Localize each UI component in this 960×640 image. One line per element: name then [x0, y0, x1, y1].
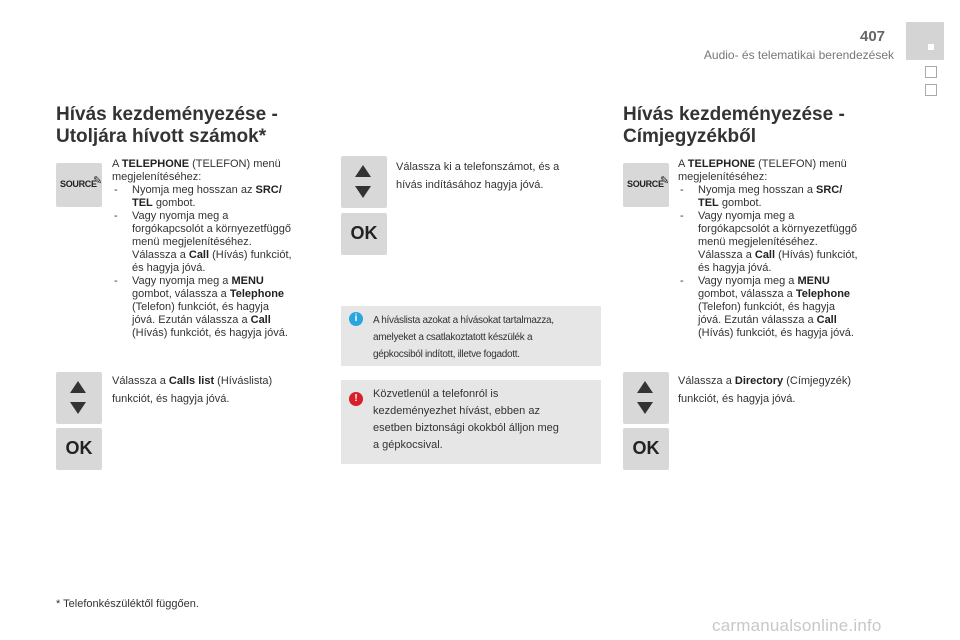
chapter-tab [906, 22, 944, 60]
directory-line1: Válassza a Directory (Címjegyzék) [678, 375, 852, 387]
left-instructions [112, 158, 332, 340]
left-heading [56, 104, 278, 148]
left-step-2-line4: Válassza a Call (Hívás) funkciót, [132, 249, 292, 261]
arrow-up-icon [637, 381, 653, 393]
left-step-2-line3: menü megjelenítéséhez. [132, 236, 252, 248]
right-step-1-cont: TEL gombot. [698, 197, 762, 209]
left-calls-list-instruction [112, 372, 332, 408]
left-step-2: - Vagy nyomja meg a [114, 210, 229, 222]
source-label: SOURCE [60, 179, 97, 189]
calls-list-line2: funkciót, és hagyja jóvá. [112, 393, 230, 405]
warning-text [373, 386, 559, 454]
select-line1: Válassza ki a telefonszámot, és a [396, 161, 560, 173]
pen-icon: ✎ [660, 175, 670, 187]
left-step-1: - Nyomja meg hosszan az SRC/ [114, 184, 282, 196]
warning-note [341, 380, 601, 464]
chapter-tab-marker [928, 44, 934, 50]
arrow-up-icon [355, 165, 371, 177]
warning-line2: kezdeményezhet hívást, ebben az [373, 405, 540, 417]
right-step-3-line3: (Telefon) funkciót, és hagyja [698, 301, 835, 313]
right-step-2-line3: menü megjelenítéséhez. [698, 236, 818, 248]
right-instructions [678, 158, 898, 340]
left-intro-line2: megjelenítéséhez: [112, 171, 202, 183]
info-line1: A híváslista azokat a hívásokat tartalmazza, [373, 315, 554, 326]
left-heading-line2: Utoljára hívott számok* [56, 126, 267, 147]
ok-label: OK [632, 438, 660, 458]
left-step-2-line2: forgókapcsolót a környezetfüggő [132, 223, 291, 235]
right-source-button-icon [623, 163, 669, 207]
info-icon: i [349, 312, 363, 326]
middle-ok-button-icon [341, 213, 387, 255]
select-line2: hívás indításához hagyja jóvá. [396, 179, 544, 191]
right-intro-line2: megjelenítéséhez: [678, 171, 768, 183]
source-button-icon [56, 163, 102, 207]
info-line2: amelyeket a csatlakoztatott készülék a [373, 332, 533, 343]
ok-label: OK [350, 223, 378, 243]
left-step-3-line2: gombot, válassza a Telephone [132, 288, 285, 300]
chapter-box-1 [925, 66, 937, 78]
arrow-down-icon [355, 186, 371, 198]
directory-line2: funkciót, és hagyja jóvá. [678, 393, 796, 405]
right-intro: A TELEPHONE (TELEFON) menü [678, 158, 847, 170]
right-step-2-line5: és hagyja jóvá. [698, 262, 772, 274]
right-heading-line2: Címjegyzékből [623, 126, 757, 147]
source-label: SOURCE [627, 179, 664, 189]
right-step-2-line2: forgókapcsolót a környezetfüggő [698, 223, 857, 235]
right-step-2: - Vagy nyomja meg a [680, 210, 795, 222]
warning-line3: esetben biztonsági okokból álljon meg [373, 422, 559, 434]
middle-select-instruction [396, 158, 596, 194]
ok-button-icon [56, 428, 102, 470]
chapter-box-2 [925, 84, 937, 96]
ok-label: OK [65, 438, 93, 458]
section-title: Audio- és telematikai berendezések [703, 48, 894, 62]
right-step-1: - Nyomja meg hosszan a SRC/ [680, 184, 843, 196]
right-step-3-line4: jóvá. Ezután válassza a Call [698, 314, 837, 326]
calls-list-line1: Válassza a Calls list (Híváslista) [112, 375, 273, 387]
watermark: carmanualsonline.info [712, 616, 882, 635]
warning-line1: Közvetlenül a telefonról is [373, 388, 499, 400]
page-number: 407 [860, 28, 886, 45]
pen-icon: ✎ [93, 175, 103, 187]
left-step-3-line3: (Telefon) funkciót, és hagyja [132, 301, 269, 313]
right-heading-line1: Hívás kezdeményezése - [623, 104, 845, 125]
left-step-3-line5: (Hívás) funkciót, és hagyja jóvá. [132, 327, 288, 339]
left-heading-line1: Hívás kezdeményezése - [56, 104, 278, 125]
right-up-down-arrows-icon [623, 372, 669, 424]
right-directory-instruction [678, 372, 898, 408]
info-line3: gépkocsiból indított, illetve fogadott. [373, 349, 520, 360]
right-heading [623, 104, 845, 148]
right-step-3-line5: (Hívás) funkciót, és hagyja jóvá. [698, 327, 854, 339]
left-step-1-cont: TEL gombot. [132, 197, 196, 209]
arrow-up-icon [70, 381, 86, 393]
arrow-down-icon [637, 402, 653, 414]
right-step-3: - Vagy nyomja meg a MENU [680, 275, 830, 287]
info-text [373, 312, 554, 363]
left-step-3-line4: jóvá. Ezután válassza a Call [132, 314, 271, 326]
warning-icon: ! [349, 392, 363, 406]
left-step-2-line5: és hagyja jóvá. [132, 262, 206, 274]
info-note [341, 306, 601, 366]
left-intro: A TELEPHONE (TELEFON) menü [112, 158, 281, 170]
left-step-3: - Vagy nyomja meg a MENU [114, 275, 264, 287]
footnote: * Telefonkészüléktől függően. [56, 598, 199, 610]
right-ok-button-icon [623, 428, 669, 470]
right-step-2-line4: Válassza a Call (Hívás) funkciót, [698, 249, 858, 261]
arrow-down-icon [70, 402, 86, 414]
right-step-3-line2: gombot, válassza a Telephone [698, 288, 851, 300]
middle-up-down-arrows-icon [341, 156, 387, 208]
warning-line4: a gépkocsival. [373, 439, 443, 451]
up-down-arrows-icon [56, 372, 102, 424]
